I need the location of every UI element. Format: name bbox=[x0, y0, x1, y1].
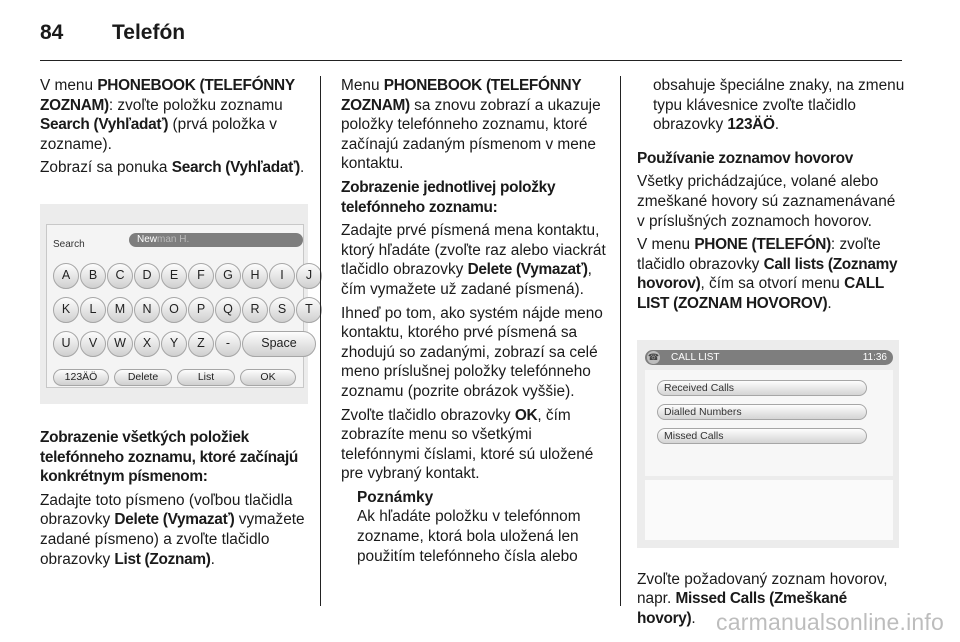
keyboard-key[interactable]: F bbox=[188, 263, 214, 289]
keyboard-key[interactable]: M bbox=[107, 297, 133, 323]
column-divider-2 bbox=[620, 76, 621, 606]
column-divider-1 bbox=[320, 76, 321, 606]
keyboard-key[interactable]: G bbox=[215, 263, 241, 289]
text-run: . bbox=[774, 116, 779, 134]
received-calls-button[interactable]: Received Calls bbox=[657, 380, 867, 396]
text-run: vymažete zadané písmeno) a zvoľte tlačidlo obrazovky bbox=[40, 511, 305, 568]
keyboard-key[interactable]: K bbox=[53, 297, 79, 323]
key-row-3 bbox=[53, 331, 316, 357]
call-list-titlebar bbox=[645, 350, 893, 365]
keyboard-key[interactable]: Y bbox=[161, 331, 187, 357]
keyboard-screen bbox=[46, 224, 313, 388]
text-run: Missed Calls (Zmeškané hovory) bbox=[637, 590, 847, 627]
note-box bbox=[341, 488, 609, 566]
keyboard-key[interactable]: H bbox=[242, 263, 268, 289]
ok-button[interactable]: OK bbox=[240, 369, 296, 386]
c1-heading: Zobrazenie všetkých položiek telefónneho zoznamu, ktoré začínajú konkrétnym písmenom: bbox=[40, 428, 299, 486]
text-run: : zvoľte tlačidlo obrazovky bbox=[637, 236, 881, 273]
text-run: . bbox=[827, 294, 832, 312]
keyboard-key[interactable]: S bbox=[269, 297, 295, 323]
call-list-title: CALL LIST bbox=[671, 351, 720, 363]
keyboard-key[interactable]: W bbox=[107, 331, 133, 357]
keyboard-key[interactable]: Q bbox=[215, 297, 241, 323]
text-run: Search (Vyhľadať) bbox=[40, 116, 169, 134]
keyboard-key[interactable]: D bbox=[134, 263, 160, 289]
keyboard-screenshot bbox=[40, 204, 313, 404]
key-row-1 bbox=[53, 263, 322, 289]
keyboard-key[interactable]: T bbox=[296, 297, 322, 323]
call-list-panel bbox=[645, 370, 893, 476]
text-run: Delete (Vymazať) bbox=[467, 261, 588, 279]
text-run: PHONE (TELEFÓN) bbox=[694, 236, 831, 254]
keyboard-key[interactable]: A bbox=[53, 263, 79, 289]
keyboard-key[interactable]: B bbox=[80, 263, 106, 289]
keyboard-key[interactable]: C bbox=[107, 263, 133, 289]
text-run: Zadajte prvé písmená mena kontaktu, ktorý hľadáte (zvoľte raz alebo viackrát tlačidlo obrazovky bbox=[341, 222, 606, 279]
watermark: carmanualsonline.info bbox=[716, 609, 944, 635]
text-run: sa znovu zobrazí a ukazuje položky telefónneho zoznamu, ktoré začínajú zadaným písmenom v mene kontaktu. bbox=[341, 96, 601, 173]
text-run: V menu bbox=[637, 236, 695, 254]
key-row-2 bbox=[53, 297, 322, 323]
text-run: PHONEBOOK (TELEFÓNNY ZOZNAM) bbox=[40, 77, 295, 114]
text-run: OK bbox=[514, 406, 538, 424]
c3-paragraph-1 bbox=[637, 76, 905, 135]
search-suggest-text: man H. bbox=[157, 233, 190, 245]
text-run: Call lists (Zoznamy hovorov) bbox=[637, 255, 898, 293]
search-field bbox=[129, 233, 303, 247]
text-run: Search (Vyhľadať) bbox=[171, 159, 301, 177]
c2-paragraph-1 bbox=[341, 76, 609, 174]
row3-keys bbox=[53, 331, 241, 357]
c2-paragraph-2 bbox=[341, 221, 609, 299]
keyboard-key[interactable]: J bbox=[296, 263, 322, 289]
missed-calls-button[interactable]: Missed Calls bbox=[657, 428, 867, 444]
text-run: CALL LIST (ZOZNAM HOVOROV) bbox=[637, 275, 884, 312]
space-key[interactable]: Space bbox=[242, 331, 316, 357]
keyboard-key[interactable]: E bbox=[161, 263, 187, 289]
c2-heading: Zobrazenie jednotlivej položky telefónneho zoznamu: bbox=[341, 178, 556, 216]
column-3 bbox=[637, 76, 905, 632]
keyboard-key[interactable]: P bbox=[188, 297, 214, 323]
keyboard-key[interactable]: Z bbox=[188, 331, 214, 357]
text-run: Zvoľte požadovaný zoznam hovorov, napr. bbox=[637, 570, 888, 608]
text-run: Zobrazí sa ponuka bbox=[40, 159, 172, 177]
phone-icon: ☎ bbox=[647, 351, 660, 362]
keyboard-key[interactable]: L bbox=[80, 297, 106, 323]
text-run: , čím zobrazíte menu so všetkými telefónnymi číslami, ktoré sú uložené pre vybraný kontakt. bbox=[341, 406, 594, 483]
search-typed-text: New bbox=[137, 233, 158, 245]
keyboard-key[interactable]: V bbox=[80, 331, 106, 357]
delete-button[interactable]: Delete bbox=[114, 369, 172, 386]
text-run: 123ÄÖ bbox=[727, 116, 775, 134]
page-number: 84 bbox=[40, 21, 64, 44]
bottom-buttons bbox=[53, 369, 296, 386]
c1-paragraph-1 bbox=[40, 76, 308, 154]
keyboard-key[interactable]: U bbox=[53, 331, 79, 357]
text-run: Delete (Vymazať) bbox=[114, 511, 235, 529]
chapter-title: Telefón bbox=[112, 21, 186, 44]
text-run: . bbox=[210, 550, 215, 568]
page-header bbox=[40, 18, 185, 48]
text-run: PHONEBOOK (TELEFÓNNY ZOZNAM) bbox=[341, 77, 582, 114]
keyboard-key[interactable]: N bbox=[134, 297, 160, 323]
column-2 bbox=[341, 76, 609, 566]
text-run: Menu bbox=[341, 77, 384, 94]
text-run: (prvá položka v zozname). bbox=[40, 116, 277, 153]
keyboard-key[interactable]: R bbox=[242, 297, 268, 323]
text-run: obsahuje špeciálne znaky, na zmenu typu klávesnice zvoľte tlačidlo obrazovky bbox=[653, 77, 905, 134]
list-button[interactable]: List bbox=[177, 369, 235, 386]
text-run: Zvoľte tlačidlo obrazovky bbox=[341, 406, 515, 424]
keyboard-key[interactable]: X bbox=[134, 331, 160, 357]
keyboard-key[interactable]: O bbox=[161, 297, 187, 323]
keyboard-key[interactable]: I bbox=[269, 263, 295, 289]
call-list-screenshot bbox=[637, 340, 899, 548]
text-run: . bbox=[300, 159, 305, 177]
c3-heading: Používanie zoznamov hovorov bbox=[637, 149, 853, 167]
text-run: Zadajte toto písmeno (voľbou tlačidla obrazovky bbox=[40, 491, 293, 529]
c1-paragraph-2 bbox=[40, 158, 308, 178]
c1-paragraph-3 bbox=[40, 491, 308, 569]
note-title: Poznámky bbox=[357, 488, 434, 506]
text-run: List (Zoznam) bbox=[114, 550, 211, 568]
text-run: V menu bbox=[40, 77, 98, 94]
c2-paragraph-3: Ihneď po tom, ako systém nájde meno kontaktu, ktorého prvé písmená sa zhodujú so zadanými, zobrazí sa celé meno príslušnej položky telefónneho zoznamu (pozrite obrázok vyššie). bbox=[341, 304, 603, 400]
clock-time: 11:36 bbox=[862, 351, 887, 363]
column-1 bbox=[40, 76, 313, 573]
note-text: Ak hľadáte položku v telefónnom zozname, ktorá bola uložená len použitím telefónneho čísla alebo bbox=[357, 508, 581, 565]
keyboard-key[interactable]: - bbox=[215, 331, 241, 357]
c3-paragraph-2: Všetky prichádzajúce, volané alebo zmeškané hovory sú zaznamenávané v príslušných zoznamoch hovorov. bbox=[637, 173, 896, 230]
text-run: , čím sa otvorí menu bbox=[700, 275, 845, 293]
c2-paragraph-4 bbox=[341, 406, 609, 484]
call-list-footer bbox=[645, 480, 893, 540]
c3-paragraph-3 bbox=[637, 235, 905, 313]
dialled-numbers-button[interactable]: Dialled Numbers bbox=[657, 404, 867, 420]
search-label: Search bbox=[53, 238, 85, 250]
header-rule bbox=[40, 60, 902, 61]
text-run: . bbox=[691, 609, 696, 627]
text-run: : zvoľte položku zoznamu bbox=[108, 96, 283, 114]
text-run: , čím vymažete už zadané písmená). bbox=[341, 261, 592, 298]
keyboard-type-button[interactable]: 123ÄÖ bbox=[53, 369, 109, 386]
